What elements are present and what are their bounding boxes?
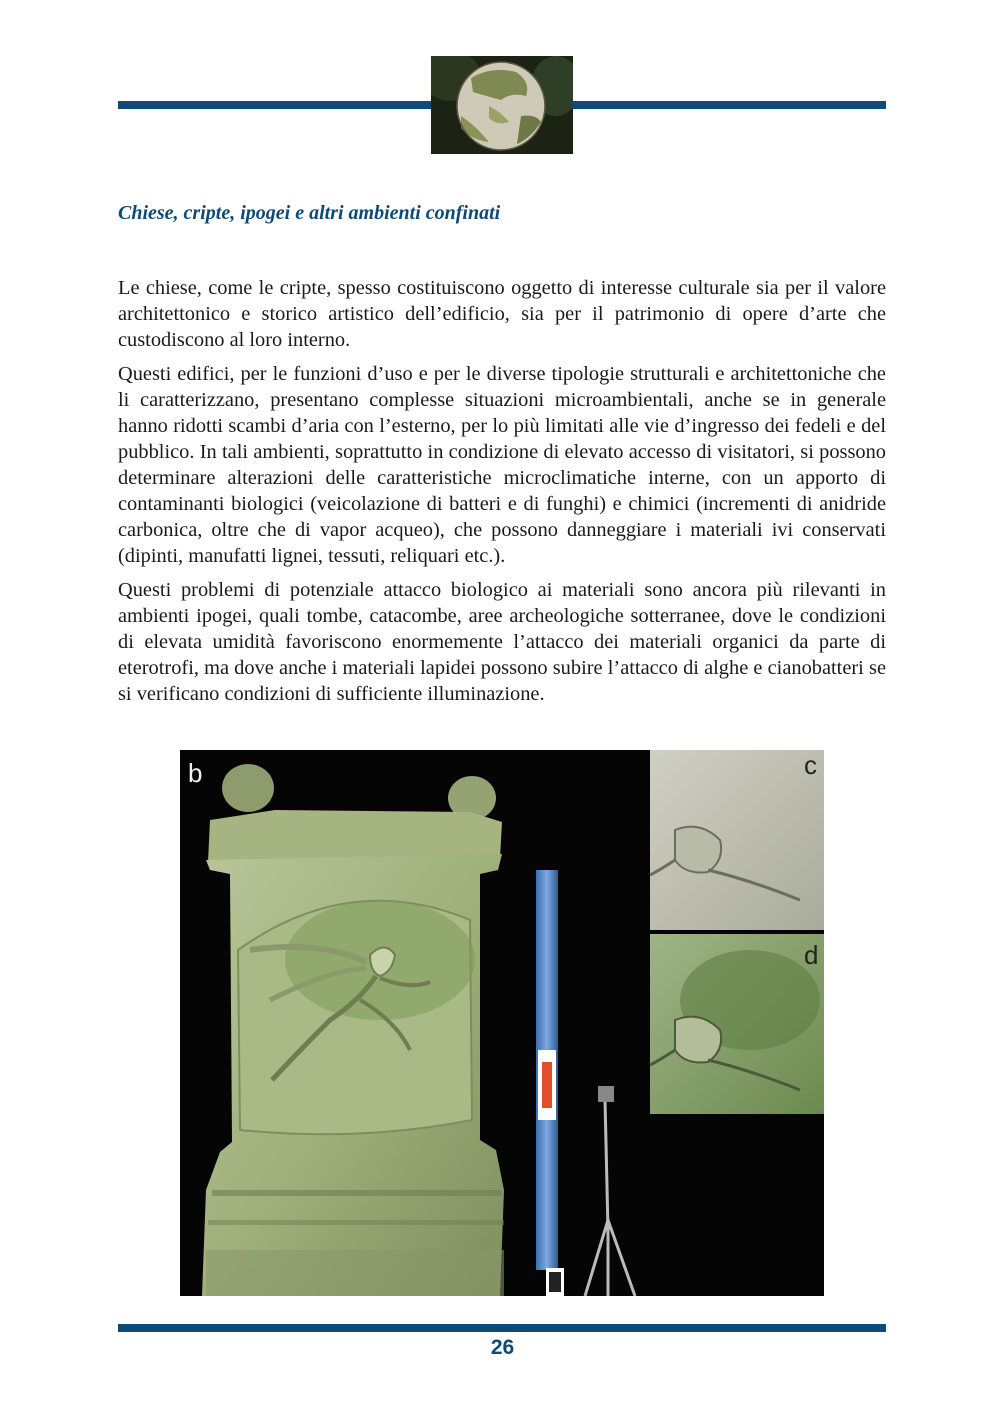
panel-d-detail [650,934,824,1114]
paragraph-3: Questi problemi di potenziale attacco biologico ai materiali sono ancora più rilevanti in ambienti ipogei, quali tombe, catacombe, aree archeologiche sotterranee, dove le condizioni di elevata umidità favoriscono enormemente l’attacco dei materiali organici da parte di eterotrofi, ma dove anche i materiali lapidei possono subire l’attacco di alghe e cianobatteri se si verificano condizioni di sufficiente illuminazione. [118,579,886,705]
panel-c-detail [650,750,824,930]
header-rule-right [572,101,886,109]
panel-label-b: b [188,758,203,788]
paragraph-2: Questi edifici, per le funzioni d’uso e per le diverse tipologie strutturali e architettoniche che li caratterizzano, presentano complesse situazioni microambientali, anche se in generale hanno ridotti scambi d’aria con l’esterno, per lo più limitati alle vie d’ingresso dei fedeli e del pubblico. In tali ambienti, soprattutto in condizione di elevato accesso di visitatori, si possono determinare alterazioni delle caratteristiche microclimatiche interne, con un apporto di contaminanti biologici (veicolazione di batteri e di funghi) e chimici (incrementi di anidride carbonica, oltre che di vapor acqueo), che possono danneggiare i materiali ivi conservati (dipinti, manufatti lignei, tessuti, reliquari etc.). [118,363,886,567]
panel-label-c: c [804,750,817,780]
measuring-pole [536,870,564,1296]
body-text [118,275,886,715]
header-rule-left [118,101,432,109]
page-number: 26 [490,1336,515,1359]
figure-photo-composite [180,750,824,1296]
panel-label-d: d [804,940,819,970]
header-photo-moss-sphere [431,56,573,154]
figure-altar-photographs [180,750,824,1296]
footer-rule [118,1324,886,1332]
tripod [585,1086,635,1296]
paragraph-1: Le chiese, come le cripte, spesso costituiscono oggetto di interesse culturale sia per il valore architettonico e storico artistico dell’edificio, sia per il patrimonio di opere d’arte che custodiscono al loro interno. [118,277,886,351]
section-title: Chiese, cripte, ipogei e altri ambienti confinati [118,202,501,224]
panel-b-altar [202,764,504,1296]
